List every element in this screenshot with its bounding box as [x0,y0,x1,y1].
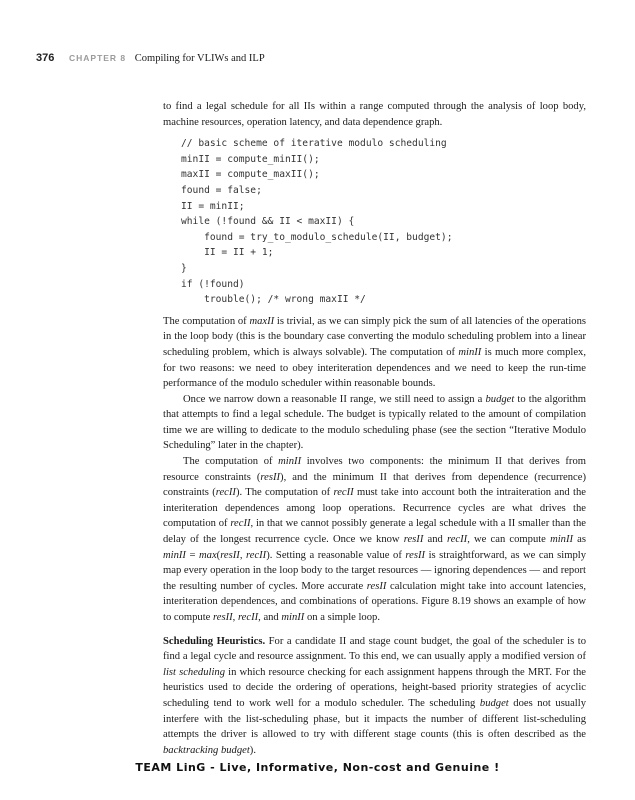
code-line: // basic scheme of iterative modulo scheduling [181,138,447,150]
code-line: while (!found && II < maxII) { [181,216,355,228]
code-line: minII = compute_minII(); [181,153,320,165]
footer-watermark: TEAM LinG - Live, Informative, Non-cost and Genuine ! [135,761,500,774]
code-line: } [181,262,187,274]
paragraph-budget: Once we narrow down a reasonable II range, we still need to assign a budget to the algorithm that attempts to find a legal schedule. The budget is typically related to the amount of compilation time we are willing to dedicate to the modulo scheduling phase (see the section “Iterative Modulo Scheduling” later in the chapter). [163,393,586,452]
section-scheduling-heuristics: Scheduling Heuristics. For a candidate II and stage count budget, the goal of the scheduler is to find a legal cycle and resource assignment. To this end, we can usually apply a modified version of list scheduling in which resource checking for each assignment happens through the MRT. For the heuristics used to decide the ordering of operations, height-based priority strategies of acyclic scheduling tend to work well for a modulo scheduler. The scheduling budget does not usually interfere with the list-scheduling phase, but it impacts the number of different list-scheduling attempts the driver is allowed to try with different stage counts (this is often described as the backtracking budget). [163,635,586,756]
code-line: found = false; [181,184,262,196]
paragraph-minii: The computation of minII involves two components: the minimum II that derives from resource constraints (resII), and the minimum II that derives from dependence (recurrence) constraints (recII). The computation of recII must take into account both the intraiteration and the interiteration dependences among loop operations. Recurrence cycles are what drives the computation of recII, in that we cannot possibly generate a legal schedule with a II smaller than the delay of the longest recurrence cycle. Once we know resII and recII, we can compute minII as minII = max(resII, recII). Setting a reasonable value of resII is straightforward, as we can simply map every operation in the loop body to the target resources — ignoring dependences — and report the resulting number of cycles. More accurate resII calculation might take into account latencies, interiteration dependences, and combinations of operations. Figure 8.19 shows an example of how to compute resII, recII, and minII on a simple loop. [163,456,587,623]
code-line: maxII = compute_maxII(); [181,169,320,181]
intro-paragraph: to find a legal schedule for all IIs within a range computed through the analysis of loop body, machine resources, operation latency, and data dependence graph. [163,101,586,128]
code-line: if (!found) [181,278,245,290]
paragraph-maxii: The computation of maxII is trivial, as we can simply pick the sum of all latencies of the operations in the loop body (this is the boundary case converting the modulo scheduling problem into a linear scheduling problem, which is always solvable). The computation of minII is much more complex, for two reasons: we need to obey interiteration dependences and we need to keep the run-time performance of the modulo scheduler within reasonable bounds. [163,315,587,390]
code-line: II = minII; [181,200,245,212]
code-line: II = II + 1; [181,247,274,259]
code-line: trouble(); /* wrong maxII */ [181,294,366,306]
chapter-label: CHAPTER 8 [68,53,127,63]
code-line: found = try_to_modulo_schedule(II, budget); [181,231,453,243]
section-heading: Scheduling Heuristics. [163,635,266,647]
chapter-title: Compiling for VLIWs and ILP [134,53,265,64]
running-header [36,52,265,64]
page-number: 376 [36,52,55,64]
body-column [163,99,586,758]
code-listing [181,136,586,308]
